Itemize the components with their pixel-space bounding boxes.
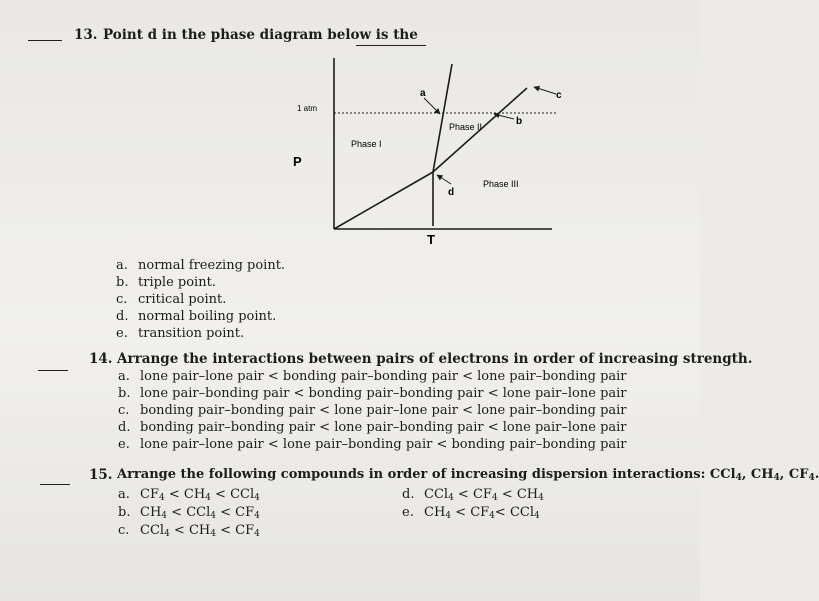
label-pressure: P [293,154,302,169]
q14-option-c[interactable]: c. bonding pair–bonding pair < lone pair–lone pair < lone pair–bonding pair [118,403,627,418]
q15-option-c[interactable]: c. $CCl_4 < CH_4 < CF_4$ [118,523,260,539]
q14-option-d[interactable]: d. bonding pair–bonding pair < lone pair–bonding pair < lone pair–lone pair [118,420,627,435]
q13-question-text: Point d in the phase diagram below is the [103,27,418,43]
q14-answer-blank[interactable] [38,370,68,371]
q13-option-c[interactable]: c. critical point. [116,292,227,307]
boundary-fusion [433,64,452,172]
label-point-b: b [516,116,523,127]
q13-option-a[interactable]: a. normal freezing point. [116,258,286,273]
boundary-sublimation [334,172,433,229]
q15-number: 15. [89,467,113,483]
q15-option-d[interactable]: d. $CCl_4 < CF_4 < CH_4$ [402,487,544,503]
arrow-d [437,175,451,184]
label-temperature: T [427,232,435,247]
q15-option-e[interactable]: e. $CH_4 < CF_4< CCl_4$ [402,505,540,521]
arrow-b [494,114,514,119]
q14-number: 14. [89,351,113,367]
q14-option-b[interactable]: b. lone pair–bonding pair < bonding pair–bonding pair < lone pair–lone pair [118,386,627,401]
label-phase-2: Phase II [449,122,483,132]
arrow-a [424,98,440,114]
label-phase-3: Phase III [483,179,519,189]
q14-option-e[interactable]: e. lone pair–lone pair < lone pair–bonding pair < bonding pair–bonding pair [118,437,627,452]
q13-option-b[interactable]: b. triple point. [116,275,216,290]
q13-option-e[interactable]: e. transition point. [116,326,245,341]
q13-option-d[interactable]: d. normal boiling point. [116,309,277,324]
q15-option-b[interactable]: b. $CH_4 < CCl_4 < CF_4$ [118,505,260,521]
q13-number: 13. [74,27,98,43]
arrow-c [534,87,556,94]
q15-answer-blank[interactable] [40,484,70,485]
q15-question-text: Arrange the following compounds in order of increasing dispersion interactions: CCl$_4$, $CH_4$, $CF_4$. [117,467,819,483]
label-1atm: 1 atm [297,104,318,113]
label-point-d: d [448,187,455,198]
q15-option-a[interactable]: a. $CF_4 < CH_4 < CCl_4$ [118,487,260,503]
label-phase-1: Phase I [351,139,382,149]
q14-question-text: Arrange the interactions between pairs of electrons in order of increasing strength. [117,351,753,367]
label-point-a: a [420,88,426,99]
label-point-c: c [556,90,562,101]
q14-option-a[interactable]: a. lone pair–lone pair < bonding pair–bonding pair < lone pair–bonding pair [118,369,627,384]
